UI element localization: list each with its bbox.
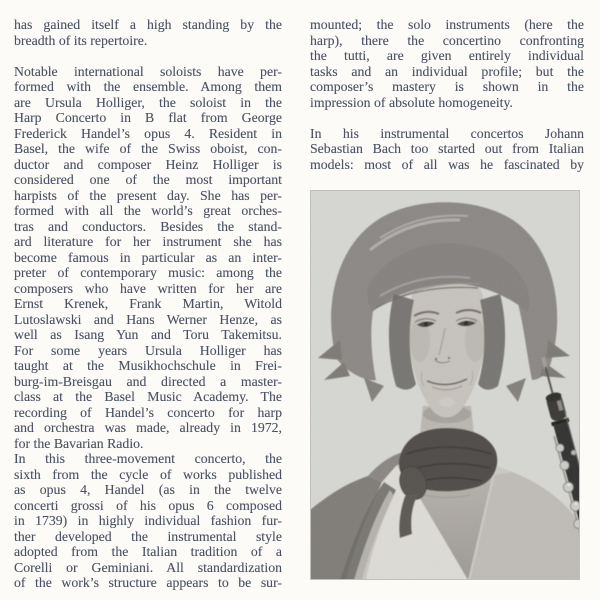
text-line: has gained itself a high standing by the xyxy=(14,17,282,32)
text-line: considered one of the most important xyxy=(14,172,282,187)
text-line: Harp Concerto in B flat from George xyxy=(14,110,282,125)
paragraph-bach xyxy=(310,126,584,173)
text-line: are Ursula Holliger, the soloist in the xyxy=(14,94,282,110)
text-line: adopted from the Italian tradition of a xyxy=(14,544,282,559)
text-line: mounted; the solo instruments (here the xyxy=(310,17,584,32)
text-line: recording of Handel’s concerto for harp xyxy=(14,404,282,420)
text-line: class at the Basel Music Academy. The xyxy=(14,389,282,404)
text-line: sixth from the cycle of works published xyxy=(14,466,282,482)
text-line: ductor and composer Heinz Holliger is xyxy=(14,156,282,172)
text-line: formed with all the world’s great orches- xyxy=(14,203,282,218)
text-line: Notable international soloists have per- xyxy=(14,63,282,79)
text-line: Lutoslawski and Hans Werner Henze, as xyxy=(14,311,282,327)
text-line: of the work’s structure appears to be sur- xyxy=(14,575,282,590)
text-line: preter of contemporary music: among the xyxy=(14,265,282,280)
text-line: Corelli or Geminiani. All standardization xyxy=(14,559,282,575)
text-line: Ernst Krenek, Frank Martin, Witold xyxy=(14,296,282,311)
portrait-photo-oboist xyxy=(310,190,580,580)
text-line: in 1739) in highly individual fashion fur- xyxy=(14,513,282,528)
text-line: tras and conductors. Besides the stand- xyxy=(14,218,282,234)
text-line: concerti grossi of his opus 6 composed xyxy=(14,497,282,513)
text-line: taught at the Musikhochschule in Frei- xyxy=(14,358,282,373)
text-line: the tutti, are given entirely individual xyxy=(310,48,584,63)
text-line: Sebastian Bach too started out from Italian xyxy=(310,141,584,156)
text-line: models: most of all was he fascinated by xyxy=(310,156,584,172)
text-line: harpists of the present day. She has per- xyxy=(14,187,282,203)
text-line: impression of absolute homogeneity. xyxy=(310,94,513,110)
text-line: well as Isang Yun and Toru Takemitsu. xyxy=(14,327,282,342)
text-line: ard literature for her instrument she has xyxy=(14,234,282,249)
text-line: harp), there the concertino confronting xyxy=(310,32,584,48)
text-line: ther developed the instrumental style xyxy=(14,528,282,544)
text-line: as opus 4, Handel (as in the twelve xyxy=(14,482,282,497)
paragraph-concerto xyxy=(14,451,282,591)
paragraph-repertoire xyxy=(14,17,282,48)
text-line: composer’s mastery is shown in the xyxy=(310,79,584,94)
text-line: and orchestra was made, already in 1972, xyxy=(14,420,282,435)
text-line: In this three-movement concerto, the xyxy=(14,451,282,466)
text-line: For some years Ursula Holliger has xyxy=(14,342,282,358)
text-line: for the Bavarian Radio. xyxy=(14,435,144,451)
paragraph-soloists xyxy=(14,64,282,452)
text-line: In his instrumental concertos Johann xyxy=(310,125,584,141)
right-column xyxy=(310,17,584,172)
text-line: Frederick Handel’s opus 4. Resident in xyxy=(14,125,282,141)
paragraph-homogeneity xyxy=(310,17,584,110)
text-line: composers who have written for her are xyxy=(14,280,282,296)
text-line: Basel, the wife of the Swiss oboist, con- xyxy=(14,141,282,156)
text-line: tasks and an individual profile; but the xyxy=(310,63,584,79)
left-column xyxy=(14,17,282,591)
text-line: formed with the ensemble. Among them xyxy=(14,79,282,94)
text-line: burg-im-Breisgau and directed a master- xyxy=(14,373,282,389)
text-line: breadth of its repertoire. xyxy=(14,32,148,48)
text-line: become famous in particular as an inter- xyxy=(14,249,282,265)
